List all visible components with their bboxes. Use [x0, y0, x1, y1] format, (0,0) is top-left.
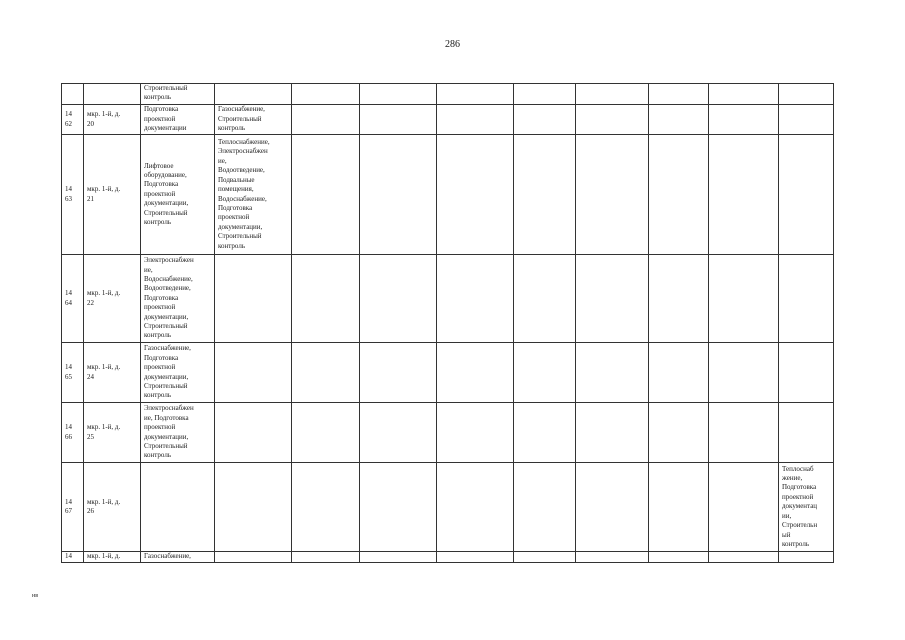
empty-cell — [514, 135, 576, 255]
empty-cell — [360, 463, 437, 552]
empty-cell — [292, 403, 360, 463]
empty-cell — [437, 135, 514, 255]
page-number: 286 — [445, 39, 460, 50]
footer-mark: нв — [32, 593, 39, 599]
empty-cell — [649, 343, 709, 403]
empty-cell — [709, 403, 779, 463]
address-cell — [84, 84, 141, 105]
empty-cell — [292, 84, 360, 105]
address-cell: мкр. 1-й, д. 20 — [84, 105, 141, 135]
empty-cell — [292, 343, 360, 403]
row-number-cell — [62, 84, 84, 105]
empty-cell — [514, 343, 576, 403]
empty-cell — [709, 105, 779, 135]
empty-cell — [360, 105, 437, 135]
table-row — [62, 552, 834, 563]
empty-cell — [360, 84, 437, 105]
empty-cell — [709, 84, 779, 105]
table-row — [62, 463, 834, 552]
empty-cell — [360, 343, 437, 403]
table-row — [62, 105, 834, 135]
table-row — [62, 255, 834, 343]
empty-cell — [514, 552, 576, 563]
work-type-cell: Газоснабжение, Строительный контроль — [215, 105, 292, 135]
empty-cell — [649, 403, 709, 463]
empty-cell — [649, 552, 709, 563]
empty-cell — [576, 463, 649, 552]
empty-cell — [649, 105, 709, 135]
empty-cell — [437, 105, 514, 135]
empty-cell — [709, 343, 779, 403]
empty-cell — [779, 84, 834, 105]
empty-cell — [360, 552, 437, 563]
work-type-cell: Теплоснаб жение, Подготовка проектной документац ии, Строительн ый контроль — [779, 463, 834, 552]
empty-cell — [514, 84, 576, 105]
empty-cell — [292, 463, 360, 552]
work-type-cell — [215, 84, 292, 105]
work-type-cell — [215, 552, 292, 563]
empty-cell — [437, 463, 514, 552]
empty-cell — [360, 255, 437, 343]
table-row — [62, 84, 834, 105]
row-number-cell: 14 — [62, 552, 84, 563]
empty-cell — [649, 84, 709, 105]
address-cell: мкр. 1-й, д. 25 — [84, 403, 141, 463]
empty-cell — [709, 552, 779, 563]
row-number-cell: 14 66 — [62, 403, 84, 463]
empty-cell — [576, 552, 649, 563]
work-type-cell: Подготовка проектной документации — [141, 105, 215, 135]
empty-cell — [437, 403, 514, 463]
row-number-cell: 14 62 — [62, 105, 84, 135]
empty-cell — [514, 255, 576, 343]
work-type-cell: Лифтовое оборудование, Подготовка проектной документации, Строительный контроль — [141, 135, 215, 255]
work-type-cell: Газоснабжение, — [141, 552, 215, 563]
empty-cell — [360, 403, 437, 463]
empty-cell — [360, 135, 437, 255]
work-type-cell: Электроснабжен ие, Водоснабжение, Водоотведение, Подготовка проектной документации, Строительный контроль — [141, 255, 215, 343]
empty-cell — [649, 255, 709, 343]
empty-cell — [437, 343, 514, 403]
empty-cell — [779, 403, 834, 463]
work-type-cell — [141, 463, 215, 552]
empty-cell — [437, 84, 514, 105]
empty-cell — [779, 255, 834, 343]
empty-cell — [437, 552, 514, 563]
empty-cell — [779, 343, 834, 403]
address-cell: мкр. 1-й, д. 21 — [84, 135, 141, 255]
row-number-cell: 14 64 — [62, 255, 84, 343]
work-type-cell — [215, 255, 292, 343]
empty-cell — [779, 105, 834, 135]
empty-cell — [437, 255, 514, 343]
empty-cell — [576, 135, 649, 255]
repair-schedule-table — [61, 83, 834, 563]
address-cell: мкр. 1-й, д. — [84, 552, 141, 563]
table-row — [62, 135, 834, 255]
work-type-cell — [215, 403, 292, 463]
address-cell: мкр. 1-й, д. 22 — [84, 255, 141, 343]
work-type-cell — [215, 463, 292, 552]
empty-cell — [292, 552, 360, 563]
row-number-cell: 14 63 — [62, 135, 84, 255]
work-type-cell: Электроснабжен ие, Подготовка проектной документации, Строительный контроль — [141, 403, 215, 463]
empty-cell — [709, 255, 779, 343]
empty-cell — [292, 135, 360, 255]
work-type-cell: Строительный контроль — [141, 84, 215, 105]
empty-cell — [576, 105, 649, 135]
work-type-cell — [215, 343, 292, 403]
empty-cell — [514, 463, 576, 552]
empty-cell — [779, 552, 834, 563]
table-row — [62, 343, 834, 403]
address-cell: мкр. 1-й, д. 24 — [84, 343, 141, 403]
empty-cell — [514, 403, 576, 463]
empty-cell — [649, 463, 709, 552]
empty-cell — [292, 105, 360, 135]
row-number-cell: 14 65 — [62, 343, 84, 403]
empty-cell — [576, 255, 649, 343]
work-type-cell: Теплоснабжение, Электроснабжен ие, Водоотведение, Подвальные помещения, Водоснабжение, Подготовка проектной документации, Строительный контроль — [215, 135, 292, 255]
empty-cell — [576, 343, 649, 403]
empty-cell — [709, 463, 779, 552]
empty-cell — [514, 105, 576, 135]
empty-cell — [292, 255, 360, 343]
empty-cell — [709, 135, 779, 255]
work-type-cell: Газоснабжение, Подготовка проектной документации, Строительный контроль — [141, 343, 215, 403]
empty-cell — [649, 135, 709, 255]
empty-cell — [779, 135, 834, 255]
empty-cell — [576, 84, 649, 105]
address-cell: мкр. 1-й, д. 26 — [84, 463, 141, 552]
table-row — [62, 403, 834, 463]
row-number-cell: 14 67 — [62, 463, 84, 552]
empty-cell — [576, 403, 649, 463]
